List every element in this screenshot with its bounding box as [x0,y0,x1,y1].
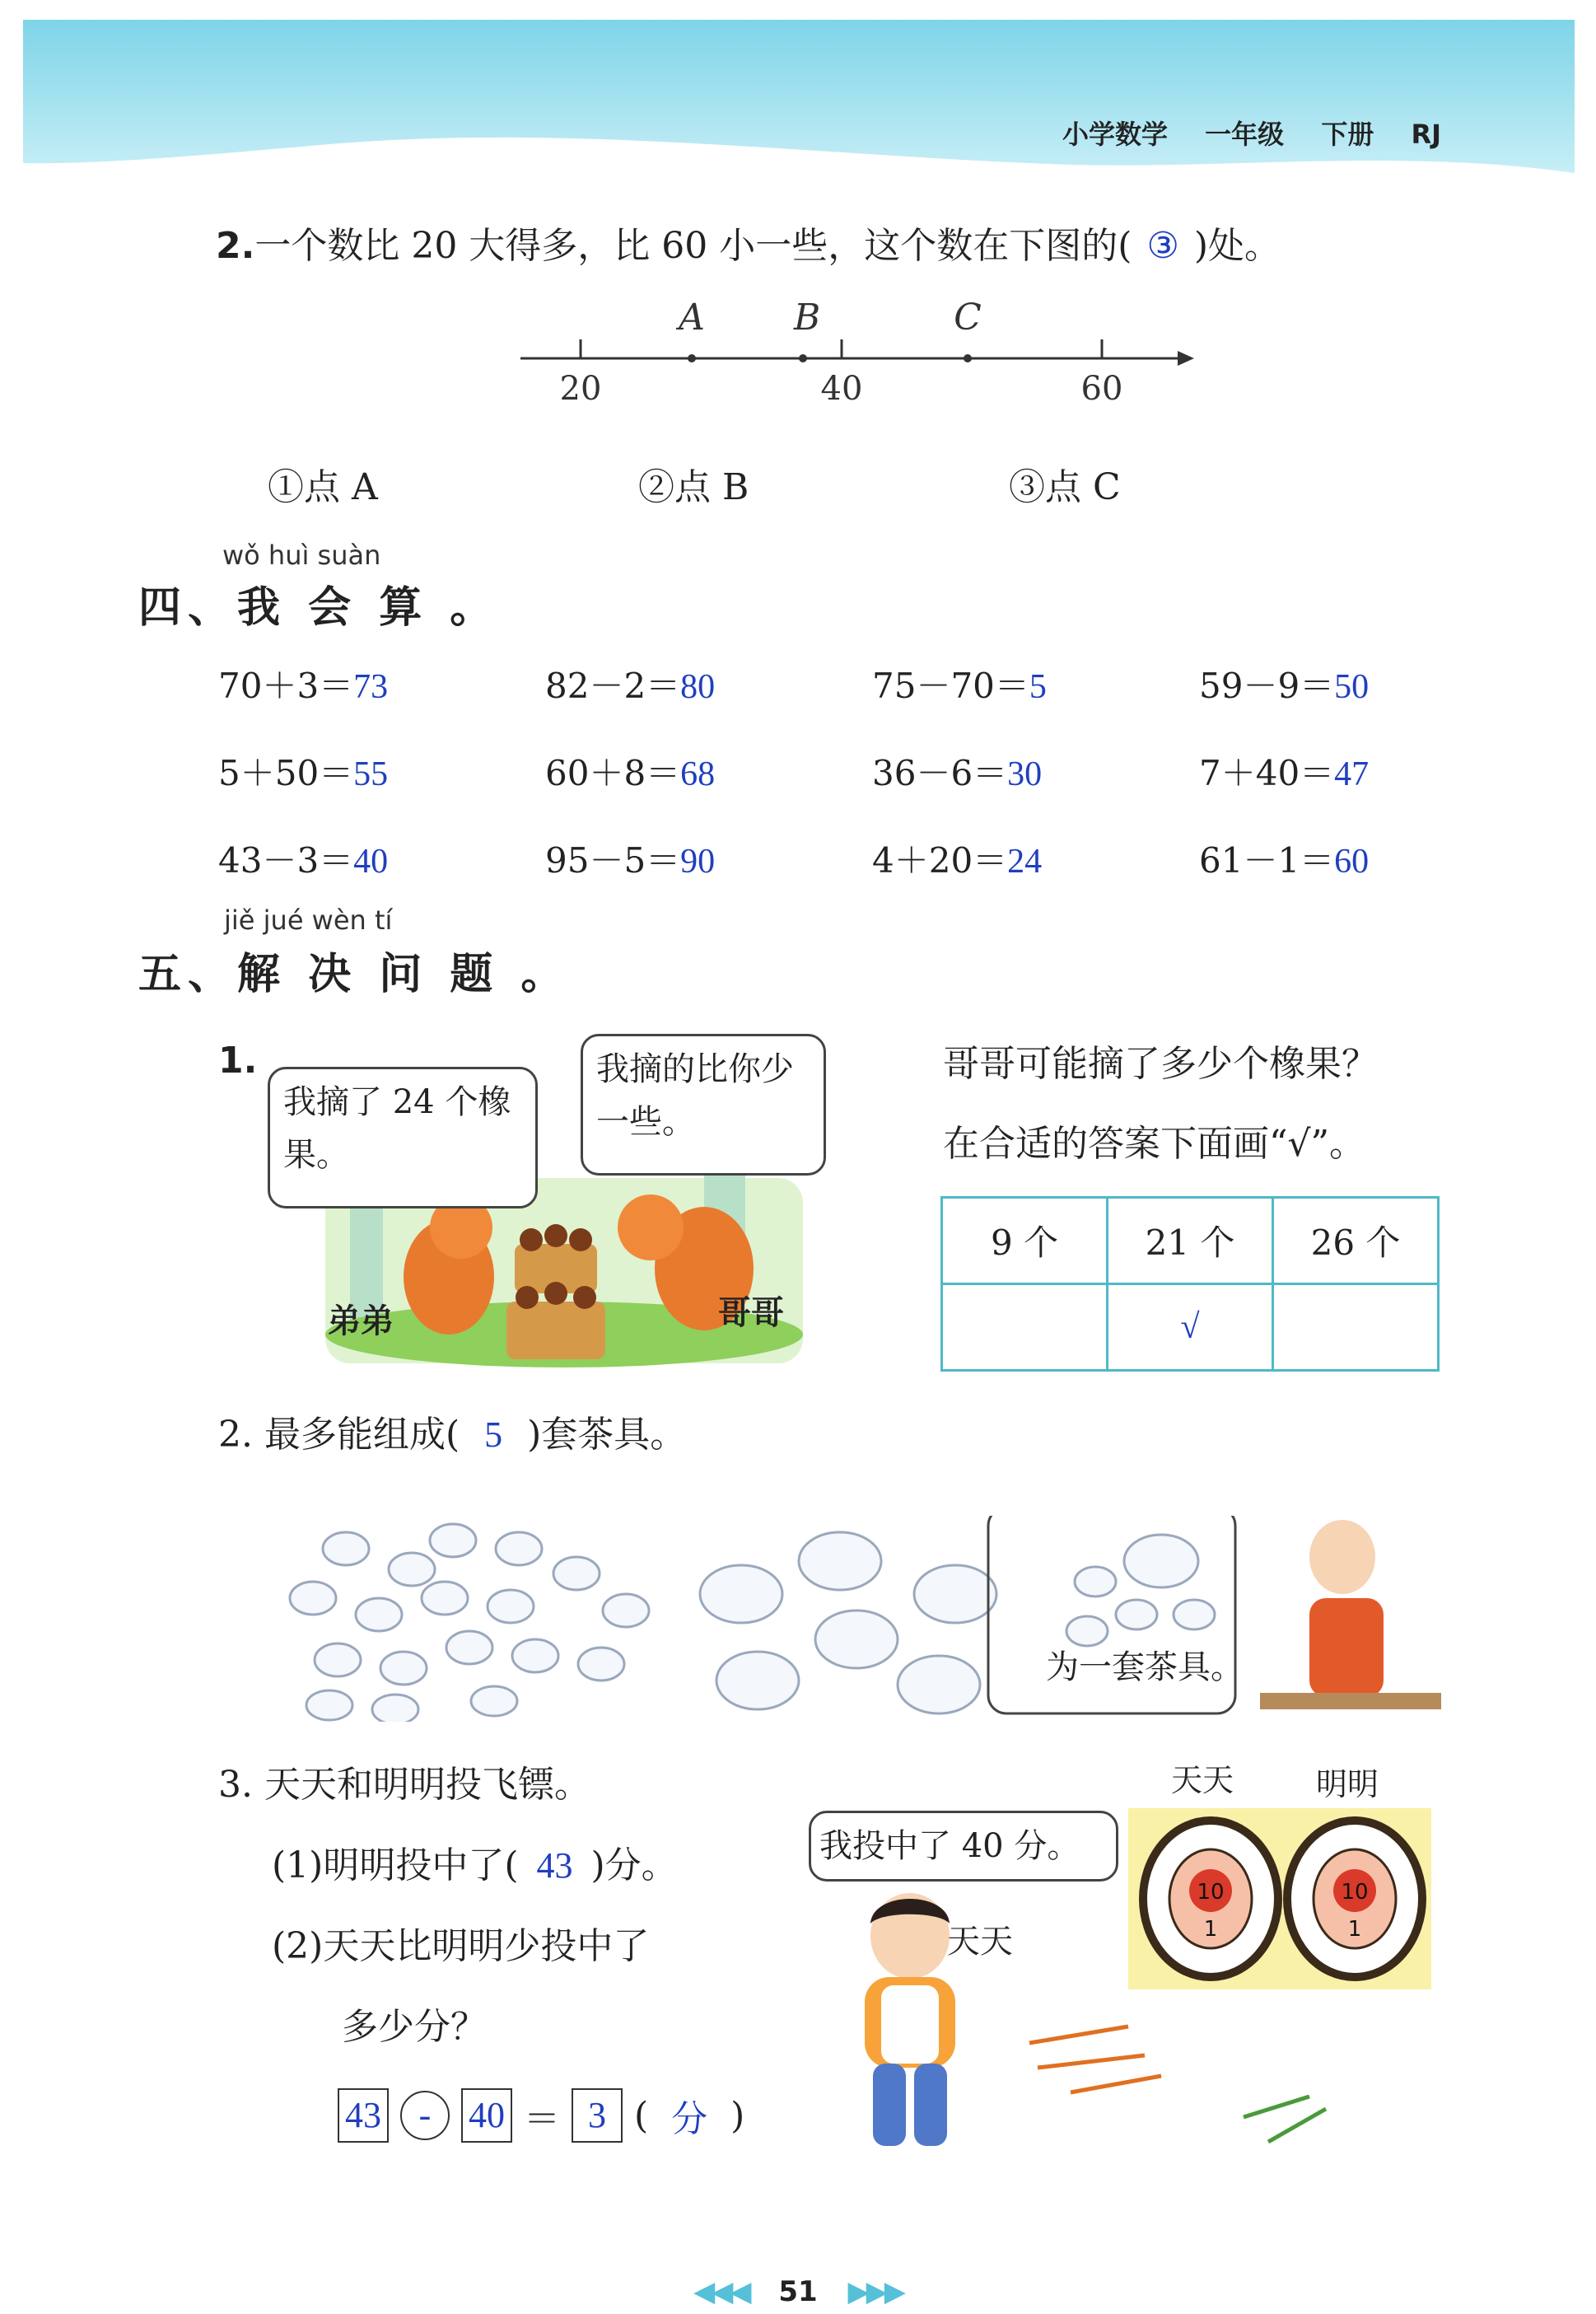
point-c: C [954,297,982,339]
equation: 36－6＝30 [872,753,1043,793]
q2-option-a: ①点 A [268,466,378,508]
table-mark-9[interactable] [942,1284,1108,1371]
header-grade: 一年级 [1205,119,1285,150]
formula-equals: ＝ [524,2098,560,2140]
table-mark-26[interactable] [1273,1284,1439,1371]
p3-title: 3. 天天和明明投飞镖。 [218,1764,590,1806]
loose-darts [1021,2018,1342,2158]
q2-line [216,216,1281,269]
p3-q1-answer: 43 [536,1845,573,1886]
number-line [511,297,1202,420]
p1-answer-table [940,1196,1440,1372]
formula-unit-close: ) [730,2094,745,2137]
p1-number: 1. [218,1040,258,1082]
section4-pinyin: wǒ huì suàn [222,540,381,571]
q2-answer: ③ [1146,226,1179,266]
equation-grid [218,659,1503,883]
p2-line: 2. 最多能组成( 5 )套茶具。 [218,1414,687,1456]
equation: 4＋20＝24 [872,840,1043,881]
board1-ring-10: 10 [1197,1880,1225,1905]
p3-formula [338,2088,744,2143]
board2-ring-10: 10 [1341,1880,1369,1905]
board1-ring-1: 1 [1203,1917,1218,1942]
equation: 95－5＝90 [545,840,716,881]
header-subject: 小学数学 [1062,119,1169,150]
p3-q2-line2: 多少分？ [342,2006,487,2048]
nav-right-icon: ▶▶▶ [847,2275,903,2308]
label-tiantian-board: 天天 [1171,1762,1234,1798]
p2-answer: 5 [484,1414,503,1455]
label-mingming-board: 明明 [1316,1766,1379,1802]
table-header-9: 9 个 [942,1198,1108,1284]
page-number: 51 [778,2275,818,2308]
point-a: A [679,297,705,339]
p3-q2-line1: (2)天天比明明少投中了 [272,1925,650,1967]
formula-operator[interactable]: - [400,2091,450,2140]
tick-40: 40 [820,370,863,408]
p2-bubble-text: 为一套茶具。 [1046,1648,1244,1686]
table-header-21: 21 个 [1108,1198,1273,1284]
section4-title: 四、我 会 算 。 [138,583,500,633]
equation: 59－9＝50 [1199,666,1370,706]
p3-q1-line: (1)明明投中了( 43 )分。 [272,1844,678,1886]
equation: 43－3＝40 [218,840,389,881]
p1-bubble-right: 我摘的比你少一些。 [581,1034,826,1176]
equation: 60＋8＝68 [545,753,716,793]
formula-b[interactable]: 40 [461,2088,512,2143]
q2-text-before: 一个数比 20 大得多，比 60 小一些，这个数在下图的( [254,225,1132,267]
table-mark-21[interactable]: √ [1108,1284,1273,1371]
q2-text-after: )处。 [1193,225,1281,267]
header-volume: 下册 [1321,119,1374,150]
header-info [1062,114,1441,152]
equation: 7＋40＝47 [1199,753,1370,793]
header-edition: RJ [1411,119,1442,150]
section5-title: 五、解 决 问 题 。 [138,950,571,999]
p1-question-1: 哥哥可能摘了多少个橡果？ [943,1043,1378,1085]
equation: 82－2＝80 [545,666,716,706]
tea-set-illustration [264,1516,1449,1722]
point-b: B [793,297,821,339]
formula-a[interactable]: 43 [338,2088,389,2143]
section5-pinyin: jiě jué wèn tí [224,905,393,936]
q2-option-c: ③点 C [1009,466,1121,508]
equation: 70＋3＝73 [218,666,389,706]
p3-bubble: 我投中了 40 分。 [809,1811,1118,1882]
header-band [0,0,1596,189]
nav-left-icon: ◀◀◀ [693,2275,749,2308]
p1-question-2: 在合适的答案下面画“√”。 [943,1123,1366,1165]
p1-bubble-left: 我摘了 24 个橡果。 [268,1067,538,1208]
formula-unit: 分 [671,2099,708,2139]
formula-result[interactable]: 3 [572,2088,623,2143]
footer [0,2275,1596,2308]
equation: 61－1＝60 [1199,840,1370,881]
label-tiantian-boy: 天天 [947,1923,1013,1961]
equation: 75－70＝5 [872,666,1047,706]
label-gege: 哥哥 [718,1293,784,1332]
q2-option-b: ②点 B [638,466,749,508]
tick-60: 60 [1080,370,1123,408]
board2-ring-1: 1 [1347,1917,1362,1942]
equation: 5＋50＝55 [218,753,389,793]
tick-20: 20 [559,370,602,408]
dartboards [1128,1800,1433,1998]
q2-number: 2. [216,225,255,267]
table-header-26: 26 个 [1273,1198,1439,1284]
formula-unit-open: ( [634,2094,649,2137]
label-didi: 弟弟 [328,1302,394,1340]
